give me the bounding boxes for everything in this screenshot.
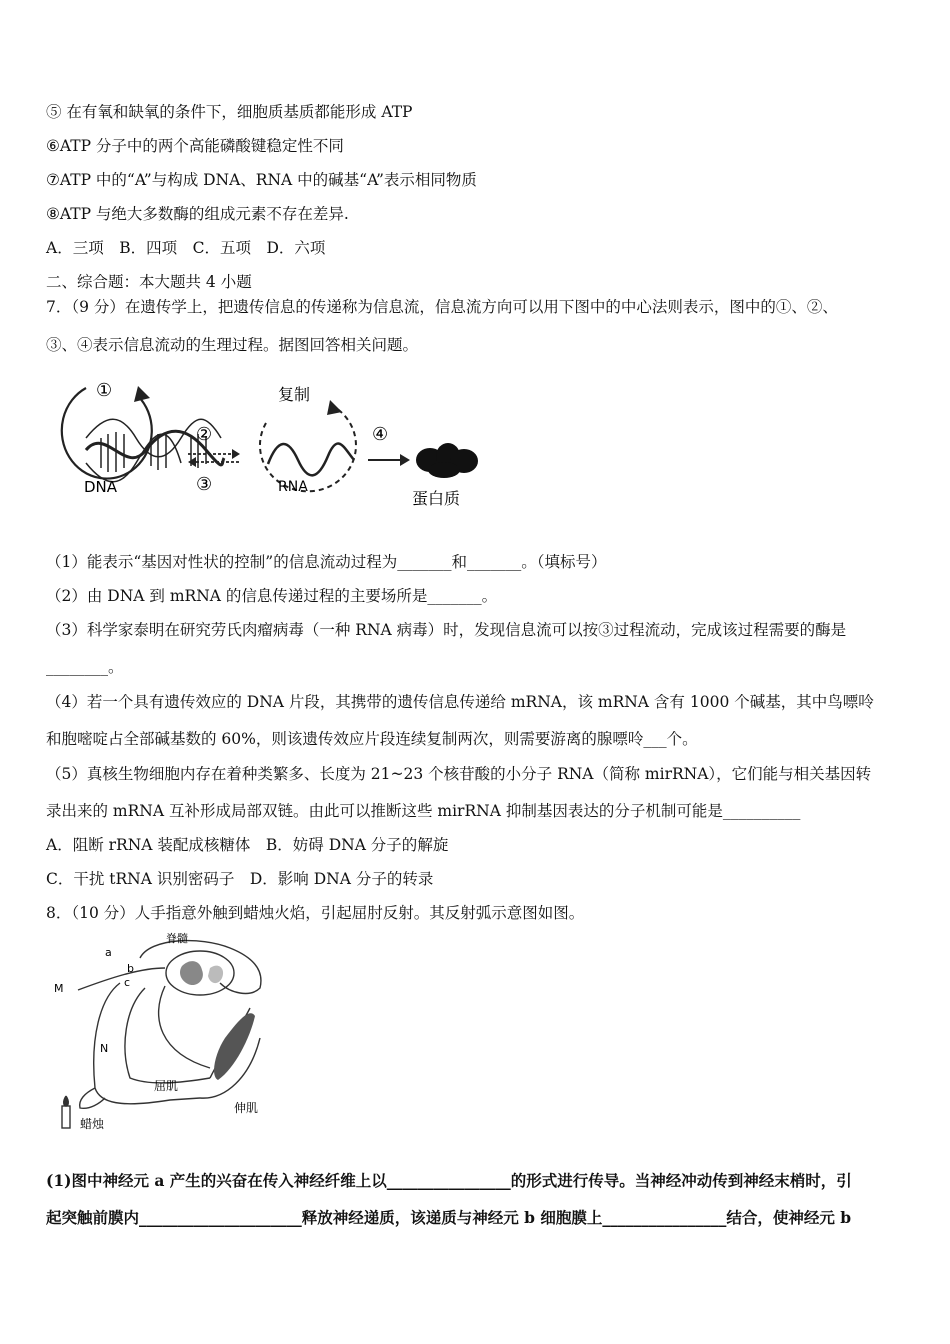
- muscle-icon: [214, 1013, 255, 1080]
- question-6-options: A．三项 B．四项 C．五项 D．六项: [46, 239, 326, 257]
- q7-part3-line2: ________。: [46, 658, 124, 676]
- label-4: ④: [372, 424, 389, 445]
- arrowhead-dna: [134, 386, 150, 402]
- spinal-gray-matter: [180, 961, 223, 985]
- q7-part4-line2: 和胞嘧啶占全部碱基数的 60%，则该遗传效应片段连续复制两次，则需要游离的腺嘌呤___个。: [46, 730, 698, 748]
- q7-part1: （1）能表示“基因对性状的控制”的信息流动过程为_______和_______。（填标号）: [46, 553, 607, 571]
- nerve-M: [78, 968, 165, 990]
- label-3: ③: [196, 474, 213, 495]
- arrowhead-rna: [327, 400, 342, 415]
- rna-strand-icon: [268, 444, 354, 476]
- label-2: ②: [196, 424, 213, 445]
- q7-part5-options-cd: C．干扰 tRNA 识别密码子 D．影响 DNA 分子的转录: [46, 870, 434, 888]
- label-c: c: [124, 976, 131, 989]
- label-N: N: [100, 1042, 109, 1055]
- q7-part5-line1: （5）真核生物细胞内存在着种类繁多、长度为 21~23 个核苷酸的小分子 RNA（简称 mirRNA），它们能与相关基因转: [46, 765, 872, 783]
- q7-part5-options-ab: A．阻断 rRNA 装配成核糖体 B．妨碍 DNA 分子的解旋: [46, 836, 449, 854]
- rna-label: RNA: [278, 479, 308, 495]
- central-dogma-figure: [46, 368, 496, 518]
- replication-arc-dna: [62, 388, 152, 479]
- statement-7: ⑦ATP 中的“A”与构成 DNA、RNA 中的碱基“A”表示相同物质: [46, 171, 477, 189]
- section-heading: 二、综合题：本大题共 4 小题: [46, 273, 252, 291]
- q8-stem: 8．（10 分）人手指意外触到蜡烛火焰，引起屈肘反射。其反射弧示意图如图。: [46, 904, 585, 922]
- label-1: ①: [96, 380, 113, 401]
- candle-label: 蜡烛: [80, 1117, 105, 1131]
- extensor-label: 伸肌: [234, 1101, 259, 1115]
- q7-stem-line2: ③、④表示信息流动的生理过程。据图回答相关问题。: [46, 336, 419, 354]
- statement-6: ⑥ATP 分子中的两个高能磷酸键稳定性不同: [46, 137, 344, 155]
- statement-8: ⑧ATP 与绝大多数酶的组成元素不存在差异.: [46, 205, 349, 223]
- label-a: a: [105, 946, 112, 959]
- q7-part3-line1: （3）科学家泰明在研究劳氏肉瘤病毒（一种 RNA 病毒）时，发现信息流可以按③过程流动，完成该过程需要的酶是: [46, 621, 847, 639]
- hand-outline: [80, 1088, 105, 1108]
- copy-label: 复制: [278, 385, 311, 404]
- label-M: M: [54, 982, 64, 995]
- q8-part1-line1: (1)图中神经元 a 产生的兴奋在传入神经纤维上以________________的形式进行传导。当神经冲动传到神经末梢时，引: [46, 1171, 852, 1190]
- arm-outline: [94, 983, 200, 1104]
- q7-stem-line1: 7．（9 分）在遗传学上，把遗传信息的传递称为信息流，信息流方向可以用下图中的中心法则表示，图中的①、②、: [46, 298, 838, 316]
- q7-part5-line2: 录出来的 mRNA 互补形成局部双链。由此可以推断这些 mirRNA 抑制基因表达的分子机制可能是__________: [46, 802, 801, 820]
- reflex-arc-figure: [50, 928, 290, 1133]
- statement-5: ⑤ 在有氧和缺氧的条件下，细胞质基质都能形成 ATP: [46, 103, 413, 121]
- q8-part1-line2: 起突触前膜内_____________________释放神经递质，该递质与神经元 b 细胞膜上________________结合，使神经元 b: [46, 1208, 852, 1227]
- candle-icon: [62, 1106, 70, 1128]
- dna-label: DNA: [84, 478, 118, 496]
- q7-part2: （2）由 DNA 到 mRNA 的信息传递过程的主要场所是_______。: [46, 587, 498, 605]
- nerve-N: [159, 986, 210, 1068]
- protein-label: 蛋白质: [412, 489, 461, 508]
- spinal-cord-label: 脊髓: [166, 932, 188, 945]
- q7-part4-line1: （4）若一个具有遗传效应的 DNA 片段，其携带的遗传信息传递给 mRNA，该 mRNA 含有 1000 个碱基，其中鸟嘌呤: [46, 693, 874, 711]
- protein-icon: [416, 443, 478, 478]
- label-b: b: [127, 962, 134, 975]
- flexor-label: 屈肌: [154, 1079, 179, 1093]
